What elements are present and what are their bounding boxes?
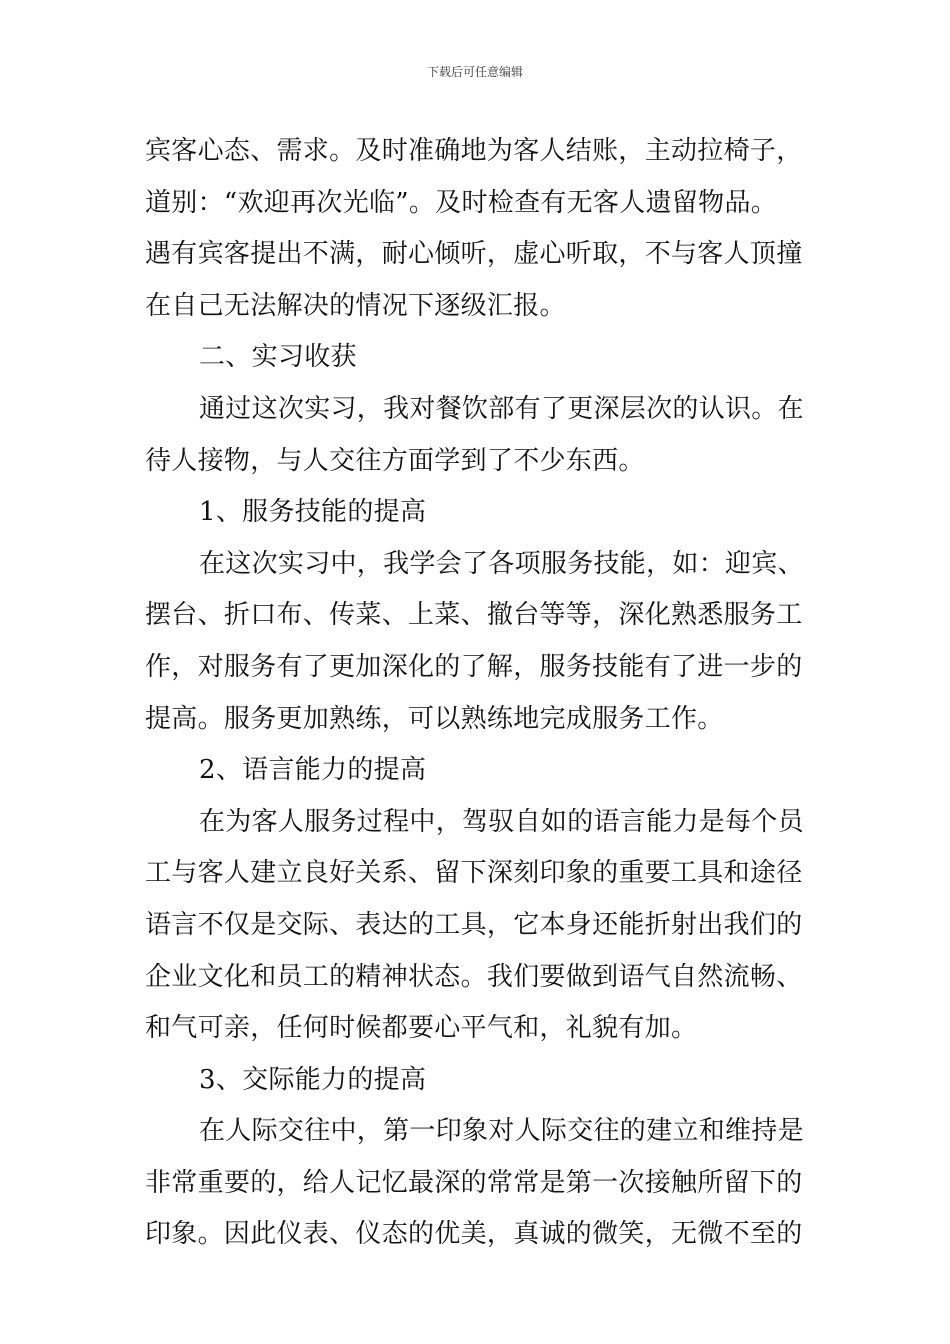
text-line: 在人际交往中，第一印象对人际交往的建立和维持是 [199, 1116, 804, 1147]
text-line: 企业文化和员工的精神状态。我们要做到语气自然流畅、 [145, 961, 803, 992]
text-line: 印象。因此仪表、仪态的优美，真诚的微笑，无微不至的 [145, 1219, 803, 1250]
subsection-heading: 1、服务技能的提高 [199, 497, 427, 528]
text-line: 通过这次实习，我对餐饮部有了更深层次的认识。在 [199, 393, 804, 424]
text-line: 作，对服务有了更加深化的了解，服务技能有了进一步的 [145, 651, 803, 682]
text-line: 工与客人建立良好关系、留下深刻印象的重要工具和途径 [145, 858, 803, 889]
section-heading: 二、实习收获 [199, 342, 357, 373]
subsection-heading: 2、语言能力的提高 [199, 755, 427, 786]
text-line: 在自己无法解决的情况下逐级汇报。 [145, 290, 566, 321]
text-line: 遇有宾客提出不满，耐心倾听，虚心听取，不与客人顶撞 [145, 239, 803, 270]
text-line: 摆台、折口布、传菜、上菜、撤台等等，深化熟悉服务工 [145, 600, 803, 631]
text-line: 和气可亲，任何时候都要心平气和，礼貌有加。 [145, 1013, 698, 1044]
text-line: 待人接物，与人交往方面学到了不少东西。 [145, 445, 645, 476]
document-body [145, 126, 810, 1261]
text-line: 非常重要的，给人记忆最深的常常是第一次接触所留下的 [145, 1167, 803, 1198]
page-header-note: 下载后可任意编辑 [426, 65, 523, 79]
text-line: 在这次实习中，我学会了各项服务技能，如：迎宾、 [199, 548, 804, 579]
text-line: 宾客心态、需求。及时准确地为客人结账，主动拉椅子， [145, 136, 803, 166]
text-line: 道别：“欢迎再次光临”。及时检查有无客人遗留物品。 [145, 187, 778, 218]
subsection-heading: 3、交际能力的提高 [199, 1064, 427, 1095]
text-line: 语言不仅是交际、表达的工具，它本身还能折射出我们的 [145, 909, 803, 940]
text-line: 在为客人服务过程中，驾驭自如的语言能力是每个员 [199, 806, 804, 837]
text-line: 提高。服务更加熟练，可以熟练地完成服务工作。 [145, 703, 724, 734]
